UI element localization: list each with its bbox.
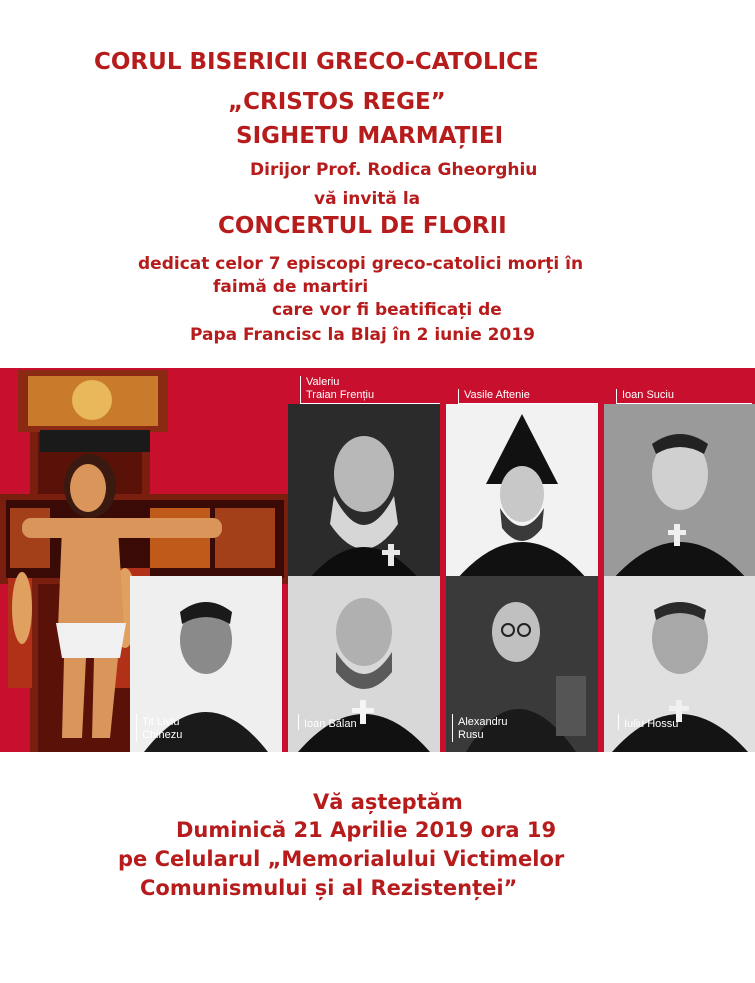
invite-line: vă invită la xyxy=(314,189,421,209)
bishop-caption-1-line1: Valeriu xyxy=(306,376,340,388)
bishops-banner xyxy=(0,368,755,752)
choir-name-line1: CORUL BISERICII GRECO-CATOLICE xyxy=(94,49,539,75)
choir-name-line2: „CRISTOS REGE” xyxy=(228,89,446,115)
bishop-caption-1-line2: Traian Frențiu xyxy=(306,389,375,401)
conductor-line: Dirijor Prof. Rodica Gheorghiu xyxy=(250,160,538,180)
dedication-line2: faimă de martiri xyxy=(213,277,369,297)
footer-venue-line1: pe Celularul „Memorialului Victimelor xyxy=(118,847,565,871)
dedication-line3: care vor fi beatificați de xyxy=(272,300,502,320)
bishop-portrait-2 xyxy=(446,404,598,580)
bishop-caption-4-line2: Chinezu xyxy=(142,729,183,741)
event-title: CONCERTUL DE FLORII xyxy=(218,213,507,239)
footer-venue-line2: Comunismului și al Rezistenței” xyxy=(140,876,518,900)
footer-line1: Vă așteptăm xyxy=(313,790,463,814)
bishop-caption-3-line1: Ioan Suciu xyxy=(622,389,674,401)
bishop-portrait-1 xyxy=(288,404,440,580)
bishop-caption-7-line1: Iuliu Hossu xyxy=(624,718,679,730)
bishop-caption-6-line1: Alexandru xyxy=(458,716,508,728)
bishop-caption-4-line1: Tit Liviu xyxy=(142,716,180,728)
bishop-caption-2-line1: Vasile Aftenie xyxy=(464,389,530,401)
dedication-line1: dedicat celor 7 episcopi greco-catolici morți în xyxy=(138,254,584,274)
bishop-portrait-3 xyxy=(604,404,755,580)
dedication-line4: Papa Francisc la Blaj în 2 iunie 2019 xyxy=(190,325,535,345)
bishop-caption-5-line1: Ioan Bălan xyxy=(304,718,357,730)
choir-location: SIGHETU MARMAȚIEI xyxy=(236,123,504,149)
bishop-caption-6-line2: Rusu xyxy=(458,729,484,741)
footer-date: Duminică 21 Aprilie 2019 ora 19 xyxy=(176,818,557,842)
